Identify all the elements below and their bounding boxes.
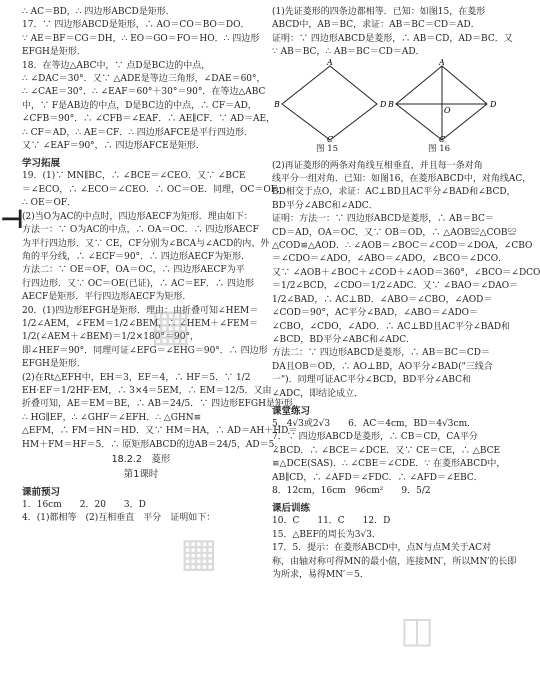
- rhombus-figures: [272, 57, 504, 144]
- text-line: EFGH是矩形．: [22, 47, 86, 58]
- text-line: 为所求，易得MN′＝5．: [272, 570, 369, 580]
- text-line: ≌△DCE(SAS)．∴ ∠CBE＝∠CDE．∵ 在菱形ABCD中，: [272, 459, 506, 470]
- text-line: 10．C 11．C 12．D: [272, 516, 391, 527]
- right-column: [272, 6, 540, 582]
- text-line: 1/2(∠AEM＋∠BEM)＝1/2×180°＝90°，: [22, 332, 199, 343]
- right-lines-c: [272, 418, 504, 498]
- watermark-stamp: ◫: [400, 610, 435, 651]
- figure-16-caption: 图 16: [428, 143, 451, 154]
- figure-15-rhombus: [282, 66, 377, 140]
- text-line: (2)再证菱形的两条对角线互相垂直，并且每一条对角: [272, 160, 483, 171]
- left-edge-fragment: ⊣: [0, 205, 24, 235]
- text-line: ∠BCD，BD平分∠ABC和∠ADC．: [272, 334, 416, 345]
- fig16-label-a: A: [439, 57, 445, 67]
- text-line: 方法一：∵ O为AC的中点，∴ OA＝OC．∴ 四边形AECF: [22, 225, 259, 236]
- text-line: BD相交于点O，求证：AC⊥BD且AC平分∠BAD和∠BCD，: [272, 187, 516, 198]
- text-line: 一")．同理可证AC平分∠BCD，BD平分∠ABC和: [272, 375, 471, 386]
- text-line: BD平分∠ABC和∠ADC．: [272, 200, 378, 211]
- text-line: ∴ HG∥EF，∴ ∠GHF＝∠EFH．∴ △GHN≌: [22, 412, 202, 423]
- text-line: 方法二：∵ OE＝OF，OA＝OC，∴ 四边形AECF为平: [22, 265, 245, 276]
- text-line: (1)先证菱形的四条边都相等．已知：如图15，在菱形: [272, 7, 486, 17]
- text-line: ∴ AC＝BD，∴ 四边形ABCD是矩形．: [22, 7, 175, 17]
- text-line: 折叠可知，AE＝EM＝BE，∴ AB＝24/5．∵ 四边形EFGH是矩形，: [22, 399, 302, 410]
- right-lines-b: [272, 160, 540, 401]
- text-line: 5．4√3或2√3 6．AC＝4cm，BD＝4√3cm．: [272, 418, 477, 429]
- text-line: ∴ OE＝OF．: [22, 198, 77, 209]
- text-line: ＝1/2∠BCD，∠CDO＝1/2∠ADC．又∵ ∠BAO＝∠DAO＝: [272, 281, 519, 292]
- text-line: DA且OB＝OD，∴ AO⊥BD，AO平分∠BAD("三线合: [272, 361, 493, 372]
- text-line: 角的平分线，∴ ∠ECF＝90°．∴ 四边形AECF为矩形．: [22, 251, 251, 262]
- text-line: ∠COD＝90°，AC平分∠BAD，∠ABO＝∠ADO＝: [272, 308, 479, 319]
- text-line: 15．△BEF的周长为3√3．: [272, 529, 381, 540]
- text-line: ∴ ∠CAE＝30°．∴ ∠EAF＝60°＋30°＝90°．在等边△ABC: [22, 87, 266, 98]
- text-line: 18．在等边△ABC中，∵ 点D是BC边的中点，: [22, 60, 211, 71]
- text-line: 又∵ ∠AOB＋∠BOC＋∠COD＋∠AOD＝360°，∠BCO＝∠DCO: [272, 267, 540, 278]
- text-line: AB∥CD，∴ ∠AFD＝∠FDC．∴ ∠AFD＝∠EBC．: [272, 472, 483, 483]
- text-line: 17．∵ 四边形ABCD是矩形，∴ AO＝CO＝BO＝DO．: [22, 20, 250, 31]
- right-lines-a: [272, 6, 513, 60]
- text-line: ∵ AB＝BC，∴ AB＝BC＝CD＝AD．: [272, 47, 425, 58]
- text-line: ∠BCD．∴ ∠BCE＝∠DCE．又∵ CE＝CE，∴ △BCE: [272, 445, 501, 456]
- text-line: EFGH是矩形．: [22, 359, 86, 370]
- text-line: ∠CFB＝90°．∴ ∠CFB＝∠EAF．∴ AE∥CF．∵ AD＝AE，: [22, 114, 276, 125]
- chapter-title: 18.2.2 菱形: [111, 454, 171, 465]
- left-lines-a: [22, 6, 276, 153]
- text-line: 19．(1)∵ MN∥BC，∴ ∠BCE＝∠CEO．又∵ ∠BCE: [22, 171, 246, 182]
- text-line: ∵ AE＝BF＝CG＝DH，∴ EO＝GO＝FO＝HO．∴ 四边形: [22, 33, 260, 44]
- section-heading-class-practice: 课堂练习: [272, 405, 311, 417]
- text-line: 1/2∠BAD，∴ AC⊥BD．∠ABO＝∠CBO，∠AOD＝: [272, 294, 493, 305]
- text-line: 即∠HEF＝90°．同理可证∠EFG＝∠EHG＝90°．∴ 四边形: [22, 345, 268, 356]
- text-line: 为平行四边形．又∵ CE，CF分别为∠BCA与∠ACD的内、外: [22, 238, 270, 249]
- text-line: 8．12cm，16cm 96cm² 9．5/2: [272, 485, 431, 496]
- text-line: △EFM，∴ FM＝HN＝HD．又∵ HM＝HA，∴ AD＝AH＋HD＝: [22, 426, 298, 437]
- text-line: CD＝AD，OA＝OC．又∵ OB＝OD，∴ △AOB≌△COB≌: [272, 227, 517, 238]
- text-line: ABCD中，AB＝BC，求证：AB＝BC＝CD＝AD．: [272, 20, 480, 31]
- text-line: 线平分一组对角．已知：如图16，在菱形ABCD中，对角线AC，: [272, 174, 532, 185]
- section-heading-learning-extension: 学习拓展: [22, 158, 61, 170]
- text-line: 证明：方法一：∵ 四边形ABCD是菱形，∴ AB＝BC＝: [272, 214, 494, 225]
- fig16-label-b: B: [388, 99, 394, 109]
- text-line: 1/2∠AEM，∠FEM＝1/2∠BEM，∴ ∠HEM＋∠FEM＝: [22, 318, 258, 329]
- text-line: △COD≌△AOD．∴ ∠AOB＝∠BOC＝∠COD＝∠DOA，∠CBO: [272, 241, 533, 252]
- text-line: 17．5．提示：在菱形ABCD中，点N与点M关于AC对: [272, 543, 492, 554]
- section-heading-preview: 课前预习: [22, 487, 61, 498]
- text-line: ∴ CF＝AD，∴ AE＝CF．∴ 四边形AFCE是平行四边形．: [22, 127, 254, 138]
- text-line: (2)当O为AC的中点时，四边形AECF为矩形．理由如下：: [22, 211, 253, 222]
- text-line: EH·EF＝1/2HF·EM，∴ 3×4＝5EM，∴ EM＝12/5．又由: [22, 385, 272, 396]
- text-line: HM＋FM＝HF＝5．∴ 原矩形ABCD的边AB＝24/5，AD＝5．: [22, 439, 284, 450]
- text-line: ∠CBO，∠CDO，∠ADO．∴ AC⊥BD且AC平分∠BAD和: [272, 321, 511, 332]
- watermark-mark-lower: ▦: [180, 530, 218, 576]
- fig15-label-b: B: [274, 99, 280, 109]
- text-line: AECF是矩形．平行四边形AECF为矩形．: [22, 292, 192, 303]
- text-line: 称，由轴对称可得MN的最小值，连接MN′，所以MN′的长即: [272, 556, 517, 567]
- text-line: 4．(1)都相等 (2)互相垂直 平分 证明如下：: [22, 513, 216, 524]
- watermark-mark: ▦: [150, 300, 192, 351]
- fig16-label-c: C: [439, 134, 446, 144]
- lesson-title: 第1课时: [123, 469, 159, 480]
- figures-15-16: [272, 57, 504, 158]
- text-line: 方法二：∵ 四边形ABCD是菱形，∴ AB＝BC＝CD＝: [272, 348, 490, 359]
- section-heading-after-class: 课后训练: [272, 503, 311, 515]
- fig16-label-o: O: [444, 105, 451, 115]
- fig15-label-d: D: [380, 99, 387, 109]
- fig15-label-a: A: [327, 57, 333, 67]
- text-line: 证明：∵ 四边形ABCD是菱形，∴ AB＝CD，AD＝BC．又: [272, 33, 513, 44]
- right-lines-d: [272, 515, 517, 582]
- text-line: 7．∵ 四边形ABCD是菱形，∴ CB＝CD，CA平分: [272, 432, 478, 443]
- left-lines-c: [22, 499, 260, 526]
- text-line: 20．(1)四边形EFGH是矩形．理由：由折叠可知∠HEM＝: [22, 305, 259, 316]
- figure-15-caption: 图 15: [316, 143, 339, 154]
- text-line: (2)在Rt△EFH中，EH＝3，EF＝4，∴ HF＝5．∵ 1/2: [22, 372, 251, 383]
- text-line: 1．16cm 2．20 3．D: [22, 500, 146, 510]
- text-line: 又∵ ∠EAF＝90°，∴ 四边形AFCE是矩形．: [22, 141, 205, 152]
- text-line: ∴ ∠DAC＝30°．又∵ △ADE是等边三角形，∠DAE＝60°，: [22, 74, 266, 85]
- text-line: 行四边形．又∵ OC＝OE(已证)，∴ AC＝EF．∴ 四边形: [22, 278, 255, 289]
- fig15-label-c: C: [327, 134, 334, 144]
- text-line: ＝∠CDO＝∠ADO，∠ABO＝∠ADO，∠BCO＝∠DCO．: [272, 254, 508, 265]
- text-line: ∠ADC，即结论成立．: [272, 388, 364, 399]
- text-line: 中，∵ F是AB边的中点，D是BC边的中点，∴ CF＝AD，: [22, 100, 257, 111]
- text-line: ＝∠ECO，∴ ∠ECO＝∠CEO．∴ OC＝OE．同理，OC＝OF．: [22, 184, 286, 195]
- fig16-label-d: D: [490, 99, 497, 109]
